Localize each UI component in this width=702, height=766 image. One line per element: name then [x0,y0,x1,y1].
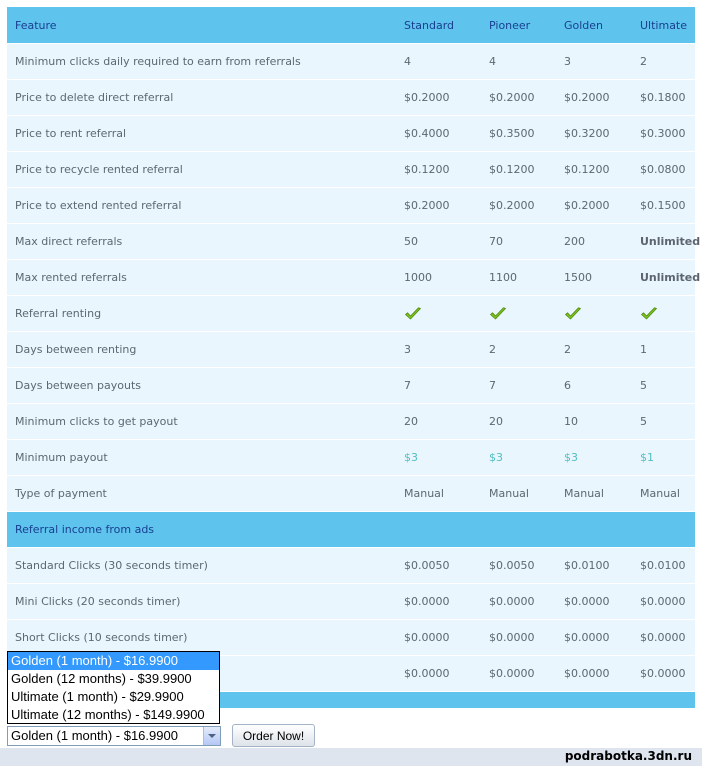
table-row [7,440,695,476]
value-standard: $3 [404,451,418,464]
value-pioneer: 70 [489,235,503,248]
value-ultimate: 5 [640,379,647,392]
value-standard: $0.0000 [404,667,450,680]
table-row [7,260,701,296]
value-golden: $3 [564,451,578,464]
value-standard: $0.4000 [404,127,450,140]
value-pioneer: 4 [489,55,496,68]
checkmark-icon [640,296,658,331]
value-golden: 6 [564,379,571,392]
value-standard: 7 [404,379,411,392]
feature-label: Standard Clicks (30 seconds timer) [15,559,208,572]
table-row [7,224,701,260]
value-pioneer: 7 [489,379,496,392]
value-ultimate: Manual [640,487,680,500]
table-row [7,44,695,80]
value-ultimate: $0.3000 [640,127,686,140]
plan-select-value: Golden (1 month) - $16.9900 [11,728,178,743]
value-pioneer: $3 [489,451,503,464]
value-golden: $0.3200 [564,127,610,140]
table-header [7,7,695,44]
plan-option[interactable]: Ultimate (12 months) - $149.9900 [11,707,205,722]
value-standard: 50 [404,235,418,248]
value-standard: $0.0050 [404,559,450,572]
value-ultimate: Unlimited [640,271,701,284]
feature-label: Minimum clicks to get payout [15,415,178,428]
feature-label: Max direct referrals [15,235,123,248]
feature-label: Minimum payout [15,451,108,464]
feature-label: Minimum clicks daily required to earn from referrals [15,55,301,68]
table-row [7,584,695,620]
checkmark-icon [564,296,582,331]
value-pioneer: 1100 [489,271,517,284]
value-ultimate: Unlimited [640,235,701,248]
value-golden: $0.2000 [564,91,610,104]
value-ultimate: $0.0100 [640,559,686,572]
feature-label: Price to recycle rented referral [15,163,183,176]
checkmark-icon [489,296,507,331]
table-row [7,188,695,224]
value-standard: $0.2000 [404,199,450,212]
header-ultimate: Ultimate [640,18,688,32]
table-row [7,296,695,332]
value-golden: 3 [564,55,571,68]
value-pioneer: $0.0050 [489,559,535,572]
chevron-down-icon[interactable] [203,727,220,745]
plan-option[interactable]: Golden (1 month) - $16.9900 [8,652,219,670]
feature-label: Max rented referrals [15,271,127,284]
feature-label: Type of payment [15,487,107,500]
value-standard: 3 [404,343,411,356]
value-golden: $0.0000 [564,667,610,680]
value-standard: $0.0000 [404,595,450,608]
value-ultimate: $1 [640,451,654,464]
value-golden: $0.0100 [564,559,610,572]
order-now-button[interactable]: Order Now! [232,724,315,747]
header-pioneer: Pioneer [489,18,531,32]
value-pioneer: $0.0000 [489,631,535,644]
table-row [7,116,695,152]
value-pioneer: $0.3500 [489,127,535,140]
value-standard: $0.1200 [404,163,450,176]
value-pioneer: $0.0000 [489,667,535,680]
feature-label: Mini Clicks (20 seconds timer) [15,595,181,608]
value-ultimate: $0.1500 [640,199,686,212]
value-standard: 4 [404,55,411,68]
value-ultimate: 1 [640,343,647,356]
plan-options-list[interactable] [7,651,220,724]
value-pioneer: $0.2000 [489,91,535,104]
value-ultimate: 5 [640,415,647,428]
checkmark-icon [404,296,422,331]
value-standard: 1000 [404,271,432,284]
header-standard: Standard [404,18,455,32]
value-ultimate: $0.1800 [640,91,686,104]
header-feature: Feature [15,18,57,32]
value-ultimate: $0.0000 [640,595,686,608]
value-golden: 10 [564,415,578,428]
section-title: Referral income from ads [15,523,155,536]
feature-label: Days between payouts [15,379,141,392]
value-pioneer: 20 [489,415,503,428]
feature-label: Days between renting [15,343,137,356]
table-row [7,80,695,116]
value-pioneer: $0.0000 [489,595,535,608]
value-pioneer: $0.1200 [489,163,535,176]
value-golden: $0.1200 [564,163,610,176]
value-ultimate: $0.0800 [640,163,686,176]
value-golden: $0.2000 [564,199,610,212]
table-row [7,332,695,368]
header-golden: Golden [564,18,604,32]
feature-label: Price to delete direct referral [15,91,174,104]
value-golden: 200 [564,235,585,248]
value-pioneer: $0.2000 [489,199,535,212]
table-row [7,476,695,512]
value-standard: $0.2000 [404,91,450,104]
value-standard: 20 [404,415,418,428]
feature-label: Short Clicks (10 seconds timer) [15,631,188,644]
feature-label: Price to rent referral [15,127,127,140]
table-row [7,548,695,584]
value-golden: $0.0000 [564,631,610,644]
value-ultimate: 2 [640,55,647,68]
value-ultimate: $0.0000 [640,667,686,680]
table-row [7,404,695,440]
value-ultimate: $0.0000 [640,631,686,644]
section-header [7,512,695,548]
feature-label: Price to extend rented referral [15,199,182,212]
site-watermark: podrabotka.3dn.ru [564,749,692,763]
value-standard: Manual [404,487,444,500]
table-row [7,368,695,404]
membership-comparison-table [7,7,701,708]
table-row [7,152,695,188]
plan-option[interactable]: Golden (12 months) - $39.9900 [11,671,192,686]
value-golden: 2 [564,343,571,356]
plan-option[interactable]: Ultimate (1 month) - $29.9900 [11,689,184,704]
feature-label: Referral renting [15,307,102,320]
value-pioneer: Manual [489,487,529,500]
value-golden: 1500 [564,271,592,284]
value-standard: $0.0000 [404,631,450,644]
value-golden: Manual [564,487,604,500]
value-pioneer: 2 [489,343,496,356]
plan-select[interactable] [7,726,221,746]
value-golden: $0.0000 [564,595,610,608]
